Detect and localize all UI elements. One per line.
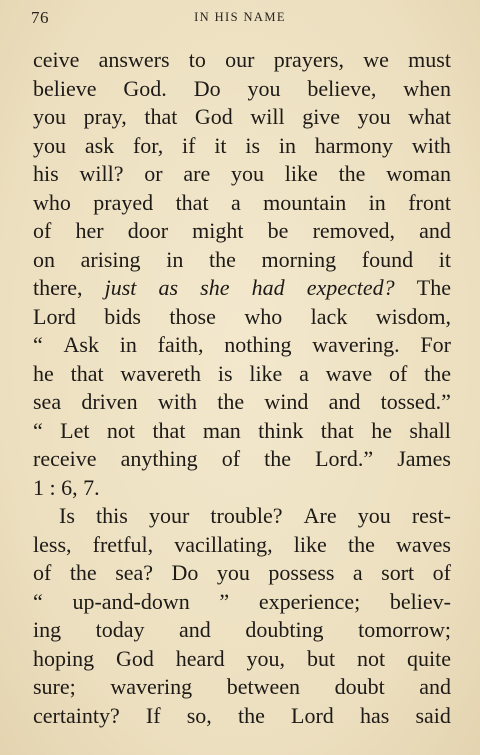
word: the: [69, 560, 97, 585]
word: the: [424, 360, 451, 386]
text-line: [33, 531, 451, 560]
word: trouble?: [210, 503, 283, 528]
word: pray,: [83, 104, 127, 129]
word: if: [182, 132, 196, 158]
word: rest-: [411, 503, 451, 528]
word: like: [284, 161, 318, 186]
word: ceive: [33, 47, 80, 72]
word: but: [306, 645, 336, 671]
text-line: [33, 274, 451, 303]
word: today: [95, 617, 145, 642]
word: and: [328, 389, 361, 414]
word: doubt: [334, 674, 385, 699]
word: For: [420, 332, 451, 357]
word: you: [33, 132, 66, 158]
word: who: [244, 303, 283, 329]
word: front: [408, 189, 451, 215]
word: give: [302, 104, 341, 129]
word: wave: [325, 360, 373, 386]
running-title: IN HIS NAME: [194, 10, 286, 24]
word: “: [33, 332, 43, 357]
word: faith,: [157, 332, 204, 357]
word: lack: [310, 303, 348, 329]
word: Ask: [63, 332, 99, 357]
italic-word: just: [104, 275, 137, 300]
word: that: [144, 104, 178, 129]
word: The: [416, 275, 451, 300]
word: there,: [33, 275, 83, 300]
word: harmony: [314, 132, 393, 158]
word: when: [403, 75, 451, 101]
text-line: [33, 132, 451, 161]
word: believ-: [389, 588, 451, 614]
word: If: [145, 702, 161, 728]
word: with: [411, 132, 451, 158]
word: to: [188, 47, 206, 72]
text-line: [33, 46, 451, 75]
word: a: [299, 360, 309, 386]
word: James: [397, 446, 451, 471]
word: of: [33, 218, 52, 243]
word: and: [419, 674, 451, 699]
word: with: [157, 389, 197, 414]
word: up-and-down: [72, 588, 190, 614]
word: “: [33, 588, 43, 614]
word: man: [202, 417, 241, 443]
word: he: [371, 417, 392, 443]
word: it: [214, 132, 227, 158]
word: sea?: [115, 560, 154, 585]
word: or: [144, 161, 163, 186]
word: is: [217, 360, 233, 386]
word: Lord: [33, 303, 76, 329]
word: certainty?: [33, 702, 120, 728]
text-line: [33, 616, 451, 645]
word: arising: [80, 246, 141, 272]
line-text: 1 : 6, 7.: [33, 474, 100, 500]
word: so,: [186, 702, 212, 728]
word: wind: [264, 389, 309, 414]
body-text: [33, 46, 451, 730]
word: of: [33, 560, 52, 585]
word: nothing: [224, 332, 292, 357]
word: God: [116, 645, 154, 671]
word: driven: [81, 389, 138, 414]
word: woman: [386, 161, 451, 186]
word: shall: [409, 417, 451, 443]
word: heard: [175, 645, 225, 671]
word: our: [225, 47, 255, 72]
word: a: [230, 189, 241, 215]
word: found: [361, 246, 414, 272]
word: you: [231, 161, 264, 186]
word: and: [179, 617, 211, 642]
word: you: [216, 560, 250, 585]
word: Do: [171, 560, 199, 585]
italic-word: had: [251, 275, 285, 300]
word: ”: [219, 588, 230, 614]
word: believe,: [307, 75, 377, 101]
word: of: [388, 360, 408, 386]
word: sort: [381, 560, 415, 585]
word: that: [152, 417, 186, 443]
word: you: [357, 104, 391, 129]
page-number: 76: [31, 8, 49, 27]
word: her: [75, 218, 104, 243]
word: said: [415, 702, 451, 728]
word: you: [247, 75, 281, 101]
word: Is: [59, 503, 75, 528]
word: like: [249, 360, 283, 386]
word: we: [363, 47, 389, 72]
word: his: [33, 161, 59, 186]
word: he: [33, 360, 54, 386]
word: mountain: [263, 189, 347, 215]
text-line: [33, 75, 451, 104]
word: the: [237, 702, 265, 728]
word: it: [438, 246, 451, 272]
word: might: [192, 218, 244, 243]
text-line: [33, 189, 451, 218]
word: you: [33, 104, 66, 129]
word: wavering.: [312, 332, 400, 357]
word: in: [119, 332, 137, 357]
word: sure;: [33, 674, 76, 699]
word: God: [194, 104, 233, 129]
word: believe: [33, 75, 97, 101]
word: removed,: [312, 218, 396, 243]
word: waves: [396, 531, 451, 557]
text-line: [33, 246, 451, 275]
word: Do: [193, 75, 221, 101]
word: that: [320, 417, 354, 443]
word: that: [175, 189, 209, 215]
word: a: [352, 560, 363, 585]
word: will?: [79, 161, 124, 186]
text-line: [33, 303, 451, 332]
text-line: [33, 502, 451, 531]
word: the: [217, 389, 245, 414]
word: be: [267, 218, 289, 243]
word: bids: [104, 303, 141, 329]
word: possess: [268, 560, 335, 585]
word: answers: [98, 47, 170, 72]
word: morning: [261, 246, 337, 272]
text-line: [33, 160, 451, 189]
word: ask: [84, 132, 115, 158]
word: think: [258, 417, 304, 443]
word: “: [33, 417, 43, 443]
word: Are: [303, 503, 337, 528]
italic-word: as: [158, 275, 179, 300]
word: that: [70, 360, 104, 386]
italic-word: she: [200, 275, 230, 300]
word: between: [226, 674, 301, 699]
word: in: [368, 189, 386, 215]
word: experience;: [258, 588, 361, 614]
word: Lord: [291, 702, 334, 728]
word: in: [166, 246, 184, 272]
text-line: [33, 103, 451, 132]
text-line: [33, 417, 451, 446]
text-line: [33, 331, 451, 360]
word: of: [221, 446, 241, 471]
word: ing: [33, 617, 62, 642]
word: anything: [120, 446, 198, 471]
word: God.: [123, 75, 167, 101]
word: and: [419, 218, 451, 243]
word: tomorrow;: [358, 617, 451, 642]
word: must: [408, 47, 451, 72]
word: tossed.”: [380, 389, 451, 414]
running-head: [0, 8, 480, 30]
word: this: [96, 503, 128, 528]
word: doubting: [245, 617, 324, 642]
word: the: [208, 246, 236, 272]
word: you,: [246, 645, 286, 671]
text-line: [33, 388, 451, 417]
word: is: [245, 132, 261, 158]
text-line: [33, 588, 451, 617]
word: less,: [33, 531, 72, 557]
word: not: [356, 645, 386, 671]
word: receive: [33, 446, 97, 471]
word: quite: [406, 645, 451, 671]
word: prayed: [93, 189, 154, 215]
word: on: [33, 246, 55, 272]
word: wavering: [110, 674, 193, 699]
word: will: [250, 104, 285, 129]
text-line: [33, 673, 451, 702]
word: Lord.”: [315, 446, 374, 471]
word: wavereth: [120, 360, 202, 386]
word: fretful,: [92, 531, 154, 557]
word: not: [106, 417, 136, 443]
text-line: [33, 217, 451, 246]
word: hoping: [33, 645, 95, 671]
word: who: [33, 189, 71, 215]
word: vacillating,: [174, 531, 273, 557]
word: what: [408, 104, 451, 129]
word: you: [357, 503, 391, 528]
word: sea: [33, 389, 62, 414]
text-line: [33, 702, 451, 731]
word: has: [359, 702, 390, 728]
text-line: [33, 559, 451, 588]
word: the: [264, 446, 291, 471]
word: the: [338, 161, 366, 186]
word: those: [169, 303, 216, 329]
word: your: [148, 503, 190, 528]
word: Let: [60, 417, 90, 443]
word: for,: [132, 132, 164, 158]
text-line: [33, 360, 451, 389]
text-line: [33, 474, 451, 503]
word: are: [183, 161, 211, 186]
word: the: [347, 531, 375, 557]
italic-word: expected?: [306, 275, 395, 300]
text-line: [33, 445, 451, 474]
word: in: [278, 132, 296, 158]
text-line: [33, 645, 451, 674]
word: wisdom,: [375, 303, 451, 329]
word: like: [293, 531, 327, 557]
word: prayers,: [273, 47, 344, 72]
word: of: [432, 560, 451, 585]
word: door: [127, 218, 169, 243]
